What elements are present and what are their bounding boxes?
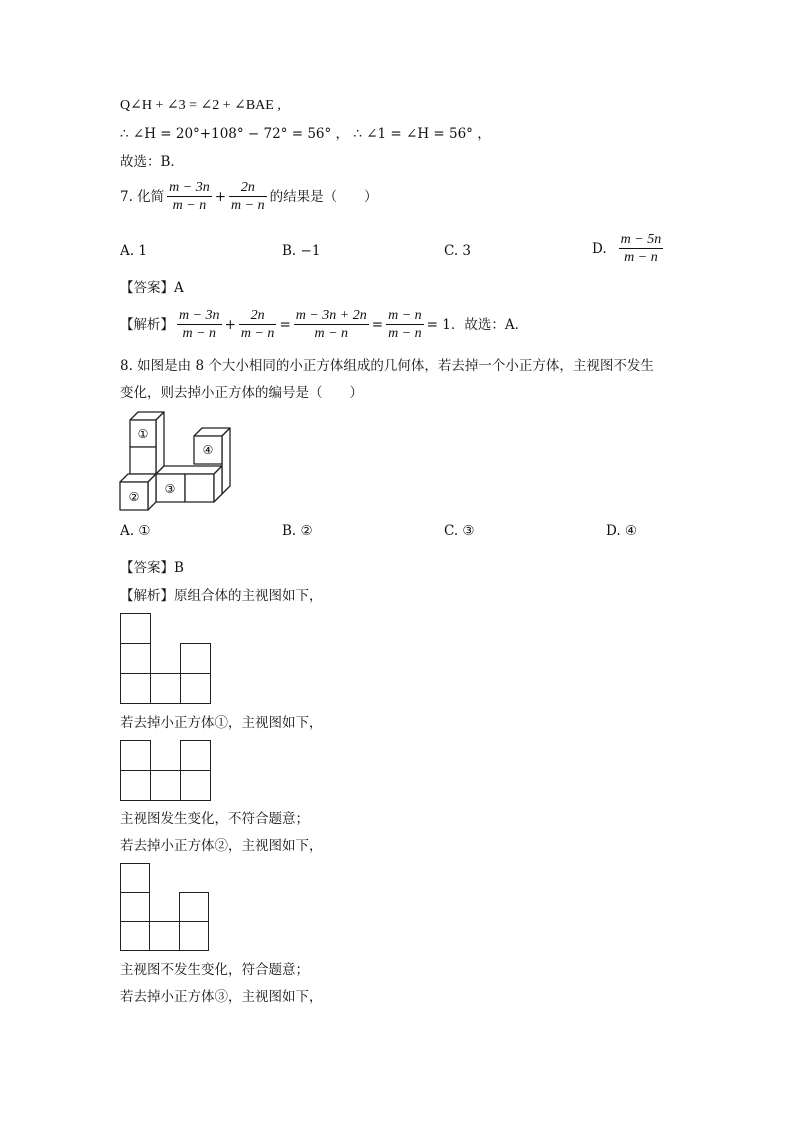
q7-an-frac3 bbox=[294, 308, 369, 341]
proof-line-1: Q∠H + ∠3 = ∠2 + ∠BAE , bbox=[120, 98, 281, 113]
q8-stem-line-1: 8. 如图是由 8 个大小相同的小正方体组成的几何体，若去掉一个小正方体，主视图不发生 bbox=[120, 358, 654, 374]
q7-analysis bbox=[120, 308, 528, 341]
front-view-remove-1 bbox=[120, 740, 212, 802]
q7-option-d bbox=[592, 232, 666, 265]
q7-an-f3-den: m − n bbox=[314, 326, 349, 341]
remove-3-text: 若去掉小正方体③，主视图如下， bbox=[120, 989, 323, 1005]
front-view-remove-2 bbox=[120, 863, 210, 953]
q8-option-b: B. ② bbox=[282, 523, 313, 539]
q7-an-plus: + bbox=[224, 316, 236, 333]
q8-option-d: D. ④ bbox=[606, 523, 638, 539]
q8-option-a: A. ① bbox=[120, 523, 151, 539]
q7-option-c: C. 3 bbox=[444, 243, 472, 259]
result-1-text: 主视图发生变化，不符合题意； bbox=[120, 811, 309, 827]
q7-an-f2-den: m − n bbox=[240, 326, 275, 341]
q7-an-f2-num: 2n bbox=[250, 308, 265, 323]
cube-label-3: ③ bbox=[164, 482, 176, 496]
q8-option-c: C. ③ bbox=[444, 523, 475, 539]
q7-option-a: A. 1 bbox=[120, 243, 147, 259]
q7-an-eq1: = bbox=[279, 316, 291, 333]
q7-an-f4-den: m − n bbox=[388, 326, 422, 341]
q8-analysis-intro: 【解析】原组合体的主视图如下， bbox=[120, 588, 323, 604]
q7-optd-num: m − 5n bbox=[620, 232, 662, 247]
q7-analysis-label: 【解析】 bbox=[120, 316, 174, 333]
q7-frac2-den: m − n bbox=[231, 198, 265, 213]
q7-an-f4-num: m − n bbox=[388, 308, 422, 323]
cube-label-2: ② bbox=[128, 490, 140, 504]
q7-plus: + bbox=[214, 188, 227, 205]
q7-option-d-label: D. bbox=[592, 240, 607, 257]
remove-1-text: 若去掉小正方体①，主视图如下， bbox=[120, 715, 323, 731]
q7-an-f1-num: m − 3n bbox=[179, 308, 220, 323]
remove-2-text: 若去掉小正方体②，主视图如下， bbox=[120, 838, 323, 854]
q8-answer: 【答案】B bbox=[120, 560, 184, 576]
result-2-text: 主视图不发生变化，符合题意； bbox=[120, 962, 309, 978]
q7-an-frac2 bbox=[239, 308, 277, 341]
q7-frac2-num: 2n bbox=[240, 180, 255, 195]
q7-an-eq2: = bbox=[371, 316, 384, 333]
q7-an-end: = 1．故选：A． bbox=[426, 316, 529, 333]
q7-an-f3-num: m − 3n + 2n bbox=[295, 308, 367, 323]
q7-an-frac1 bbox=[177, 308, 222, 341]
q7-frac1-num: m − 3n bbox=[169, 180, 210, 195]
proof-choice: 故选：B． bbox=[120, 154, 184, 170]
q7-option-d-fraction bbox=[619, 232, 664, 265]
question-7 bbox=[120, 180, 378, 213]
proof-line-2: ∴ ∠H = 20°+108° − 72° = 56° ， ∴ ∠1 = ∠H = 56° ， bbox=[120, 126, 491, 142]
front-view-original bbox=[120, 613, 212, 705]
q7-number: 7. 化简 bbox=[120, 188, 165, 205]
q7-fraction-2 bbox=[229, 180, 267, 213]
q7-frac1-den: m − n bbox=[172, 198, 207, 213]
q7-option-b: B. −1 bbox=[282, 243, 321, 259]
q7-optd-den: m − n bbox=[624, 250, 658, 265]
cube-label-1: ① bbox=[137, 427, 149, 441]
q7-an-f1-den: m − n bbox=[182, 326, 217, 341]
q8-stem-line-2: 变化，则去掉小正方体的编号是（ ） bbox=[120, 385, 363, 401]
q7-fraction-1 bbox=[167, 180, 212, 213]
q7-an-frac4 bbox=[386, 308, 424, 341]
cube-label-4: ④ bbox=[202, 443, 214, 457]
q7-answer: 【答案】A bbox=[120, 280, 184, 296]
q7-tail: 的结果是（ ） bbox=[269, 188, 378, 205]
cube-figure bbox=[118, 406, 238, 516]
